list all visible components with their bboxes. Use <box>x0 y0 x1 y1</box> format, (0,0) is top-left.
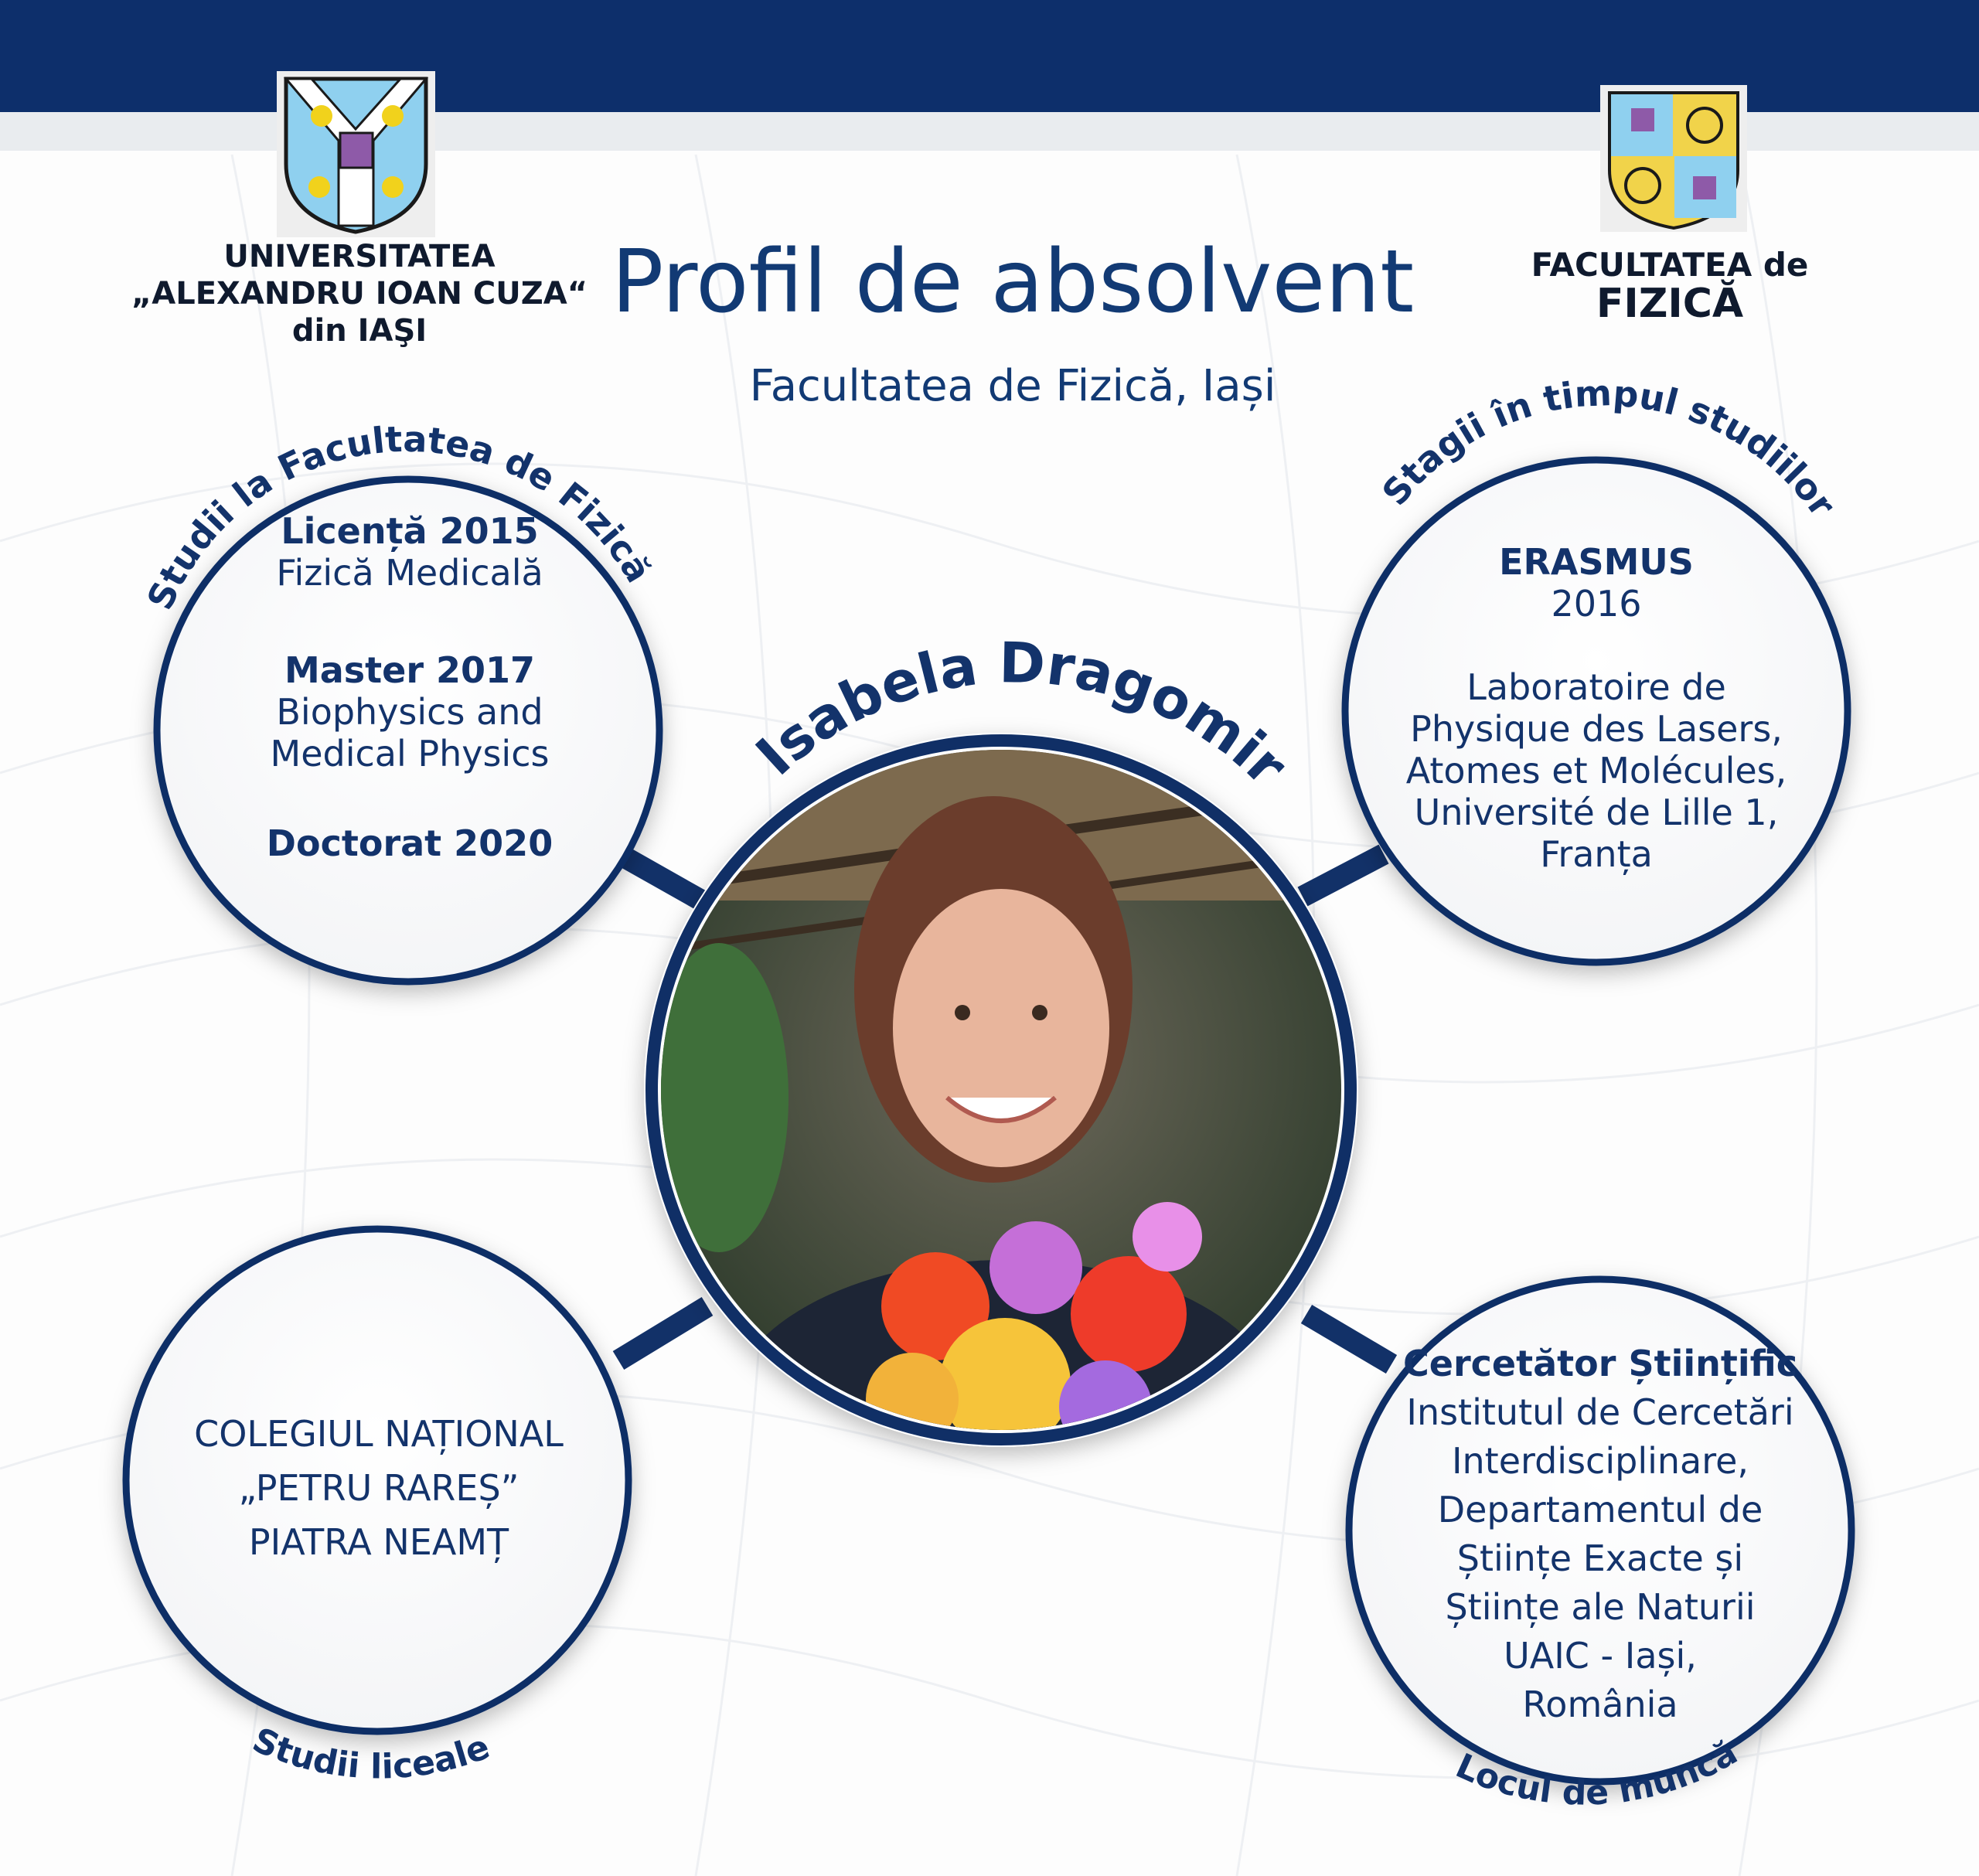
internship-line3: Atomes et Molécules, <box>1405 750 1787 792</box>
internships-heading: Stagii în timpul studiilor <box>1374 372 1844 525</box>
internship-year: 2016 <box>1551 583 1642 625</box>
master-field-line1: Biophysics and <box>276 691 543 733</box>
work-line3: Departamentul de <box>1437 1489 1763 1530</box>
doctorat: Doctorat 2020 <box>266 822 554 864</box>
work-line7: România <box>1522 1684 1678 1725</box>
internship-line2: Physique des Lasers, <box>1410 708 1783 750</box>
internships-content <box>1399 541 1793 875</box>
work-position: Cercetător Științific <box>1403 1343 1797 1384</box>
studies-content <box>224 510 595 864</box>
graduate-photo <box>644 733 1358 1569</box>
internship-program: ERASMUS <box>1499 541 1694 583</box>
licenta-field: Fizică Medicală <box>276 552 543 594</box>
work-line5: Științe ale Naturii <box>1445 1586 1756 1628</box>
graduate-name: Isabela Dragomir <box>744 630 1299 798</box>
highschool-content <box>178 1407 580 1569</box>
master-title: Master 2017 <box>284 649 536 691</box>
work-line1: Institutul de Cercetări <box>1406 1391 1794 1433</box>
master-field-line2: Medical Physics <box>270 733 550 775</box>
university-line3: din IAŞI <box>291 313 427 349</box>
internship-line1: Laboratoire de <box>1466 666 1726 708</box>
studies-heading: Studii la Facultatea de Fizică <box>138 417 660 616</box>
licenta-title: Licență 2015 <box>281 510 539 552</box>
highschool-line1: COLEGIUL NAȚIONAL <box>194 1413 564 1455</box>
internship-line4: Université de Lille 1, <box>1414 792 1779 833</box>
work-heading: Locul de muncă <box>1449 1732 1745 1813</box>
work-line6: UAIC - Iași, <box>1504 1635 1697 1677</box>
highschool-line2: „PETRU RAREȘ” <box>238 1467 519 1509</box>
page-title: Profil de absolvent <box>611 232 1415 332</box>
faculty-line2: FIZICĂ <box>1596 281 1744 327</box>
internship-line5: Franța <box>1540 833 1653 875</box>
work-line4: Științe Exacte și <box>1456 1537 1744 1579</box>
university-line2: „ALEXANDRU IOAN CUZA“ <box>131 276 588 312</box>
page-subtitle: Facultatea de Fizică, Iași <box>749 361 1276 411</box>
highschool-heading: Studii liceale <box>247 1720 496 1787</box>
work-line2: Interdisciplinare, <box>1451 1440 1749 1482</box>
faculty-line1: FACULTATEA de <box>1531 246 1809 284</box>
highschool-line3: PIATRA NEAMȚ <box>248 1521 509 1563</box>
university-line1: UNIVERSITATEA <box>223 239 496 274</box>
work-content <box>1391 1340 1809 1729</box>
